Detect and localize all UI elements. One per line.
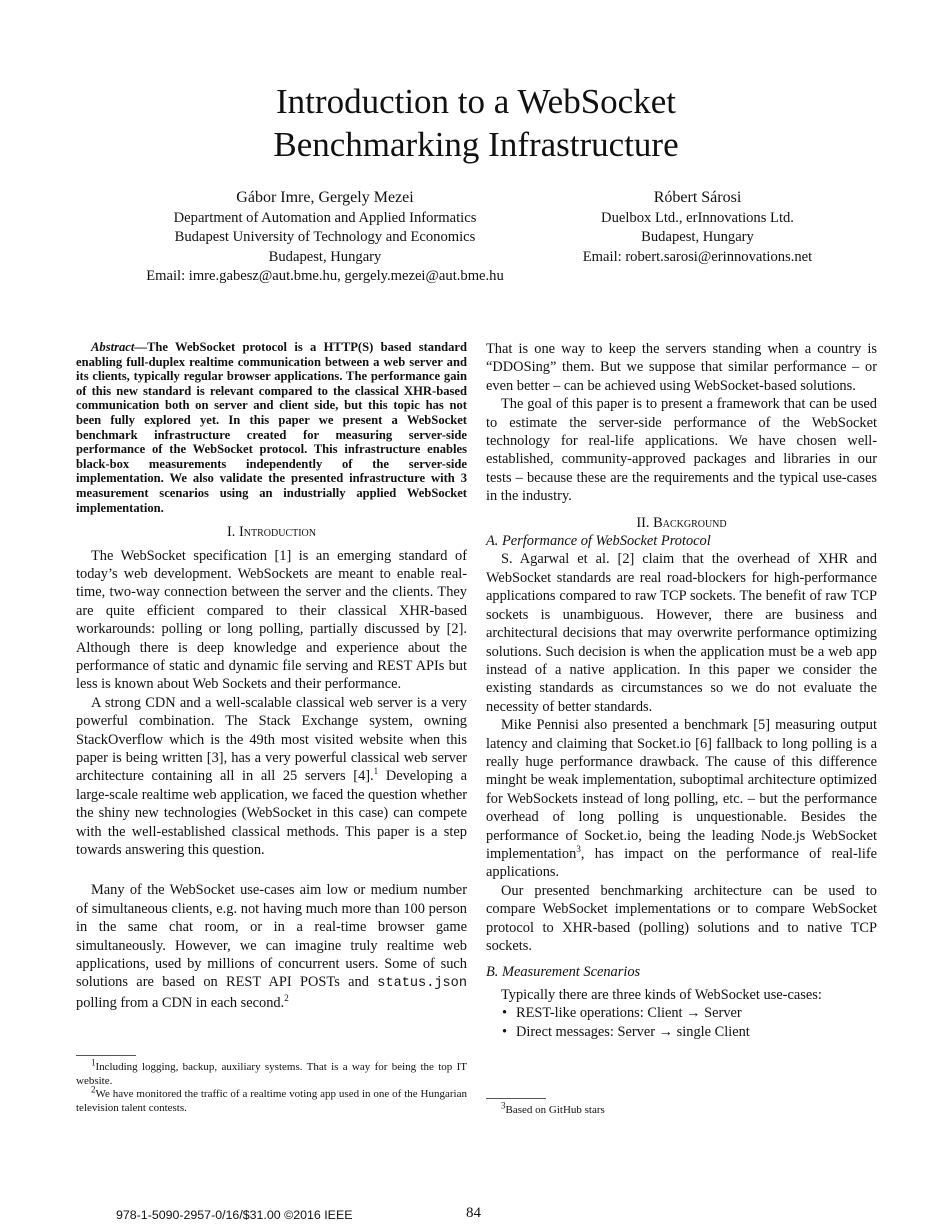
left-column xyxy=(76,340,467,1012)
abstract-text: The WebSocket protocol is a HTTP(S) based standard enabling full-duplex realtime communication between a web server and its clients, typically regular browser applications. The performance gain of this new standard is relevant compared to the classical XHR-based communication both on server and client side, but this topic has not been fully explored yet. In this paper we present a WebSocket benchmark infrastructure created for measuring server-side performance of the WebSocket protocol. This infrastructure enables black-box measurements independently of the server-side implementation. We also validate the presented infrastructure with 3 measurement scenarios using an industrially applied WebSocket implementation. xyxy=(76,340,467,515)
scenario-list xyxy=(486,1004,877,1041)
subsection-a-heading: A. Performance of WebSocket Protocol xyxy=(486,533,711,550)
author-email-right: Email: robert.sarosi@erinnovations.net xyxy=(582,248,813,265)
paper-title xyxy=(0,80,952,166)
footnote-ref-3: 3 xyxy=(576,844,581,855)
subsection-b-heading: B. Measurement Scenarios xyxy=(486,964,641,981)
footnote-ref-2: 2 xyxy=(284,993,289,1004)
code-status-json: status.json xyxy=(377,976,467,992)
goal-paragraph: The goal of this paper is to present a framework that can be used to estimate the server-side performance of the WebSocket technology for real-life applications. We have chosen well-established, community-approved packages and libraries in our tests – because these are the requirements and the typical use-cases in the industry. xyxy=(486,396,877,505)
continued-paragraph: That is one way to keep the servers standing when a country is “DDOSing” them. But we suppose that similar performance – or even better – can be achieved using WebSocket-based solutions. xyxy=(486,341,877,394)
scenarios-intro: Typically there are three kinds of WebSocket use-cases: xyxy=(501,986,822,1003)
footnote-2: $^2$We have monitored the traffic of a realtime voting app used in one of the Hungarian television talent contests. xyxy=(76,1084,467,1114)
background-paragraph-1: S. Agarwal et al. [2] claim that the overhead of XHR and WebSocket standards are real road-blockers for high-performance applications compared to raw TCP sockets. The benefit of raw TCP sockets is unambiguous. However, there are business and architectural decisions that may overwrite performance optimizing solutions. Such decision is when the application must be a web app instead of a native application. In this paper we consider the existing standards as circumstances so we do not evaluate the necessity of better standards. xyxy=(486,551,877,715)
author-org: Duelbox Ltd., erInnovations Ltd. xyxy=(601,210,794,226)
author-block-right xyxy=(535,187,860,267)
footnote-rule-left xyxy=(76,1055,136,1056)
author-block-left xyxy=(100,187,550,287)
intro-paragraph-2: A strong CDN and a well-scalable classical web server is a very powerful combination. The Stack Exchange system, owning StackOverflow which is the 49th most visited website when this paper is being written [3], has a very powerful classical web server architecture containing all in all 25 servers [4].$^1$ Developing a large-scale realtime web application, we faced the question whether the shiny new technologies (WebSocket in this case) can compete with the well-established classical methods. This paper is a step towards answering this question. xyxy=(76,694,467,859)
author-names-right: Róbert Sárosi xyxy=(653,189,742,206)
intro-paragraph-3: Many of the WebSocket use-cases aim low or medium number of simultaneous clients, e.g. not having much more than 100 person in the same chat room, or in a real-time browser game simultaneously. However, we can imagine truly realtime web applications, used by millions of concurrent users. Some of such solutions are based on REST API POSTs and status.json polling from a CDN in each second.$^2$ xyxy=(76,882,467,1011)
footer-isbn: 978-1-5090-2957-0/16/$31.00 ©2016 IEEE xyxy=(116,1208,353,1222)
list-item: • Direct messages: Server → single Client xyxy=(502,1023,877,1041)
intro-paragraph-1: The WebSocket specification [1] is an emerging standard of today’s web development. WebSockets are meant to enable real-time, two-way connection between the server and the clients. They are quite efficient compared to their classical XHR-based workarounds: polling or long polling, partially discussed by [2]. Although there is deep knowledge and experience about the performance of static and dynamic file serving and REST APIs but less is known about Web Sockets and their performance. xyxy=(76,547,467,693)
footnotes-left xyxy=(76,1057,467,1115)
abstract xyxy=(76,340,467,515)
title-line-1: Introduction to a WebSocket xyxy=(276,82,676,121)
section-heading-background: II. Background xyxy=(636,514,727,531)
section-heading-introduction: I. Introduction xyxy=(226,524,316,541)
footnote-rule-right xyxy=(486,1098,546,1099)
right-column xyxy=(486,340,877,1041)
list-item: • REST-like operations: Client → Server xyxy=(502,1004,877,1022)
author-univ: Budapest University of Technology and Economics xyxy=(174,229,476,246)
author-city-left: Budapest, Hungary xyxy=(268,248,382,265)
title-line-2: Benchmarking Infrastructure xyxy=(273,125,679,164)
author-city-right: Budapest, Hungary xyxy=(641,229,754,246)
background-paragraph-3: Our presented benchmarking architecture can be used to compare WebSocket implementations or to compare WebSocket protocol to XHR-based (polling) solutions and to native TCP sockets. xyxy=(486,882,877,954)
author-email-left: Email: imre.gabesz@aut.bme.hu, gergely.mezei@aut.bme.hu xyxy=(146,268,504,285)
author-dept: Department of Automation and Applied Informatics xyxy=(173,210,477,226)
footnote-3: $^3$Based on GitHub stars xyxy=(501,1100,605,1116)
background-paragraph-2: Mike Pennisi also presented a benchmark [5] measuring output latency and claiming that Socket.io [6] fallback to long polling is a really huge performance drawback. The cause of this difference minght be weak implementation, suboptimal architecture optimized for WebSockets instead of long polling, etc. – but the performance overhead of long polling is unquestionable. Besides the performance of Socket.io, being the leading Node.js WebSocket implementation$^3$, has impact on the performance of real-life applications. xyxy=(486,717,877,881)
author-names-left: Gábor Imre, Gergely Mezei xyxy=(236,189,414,206)
abstract-dash: — xyxy=(134,340,147,354)
abstract-label: Abstract xyxy=(91,340,135,354)
page-number: 84 xyxy=(466,1205,481,1221)
footnote-ref-1: 1 xyxy=(373,766,379,777)
footnote-1: $^1$Including logging, backup, auxiliary systems. That is a way for being the top IT website. xyxy=(76,1057,467,1087)
